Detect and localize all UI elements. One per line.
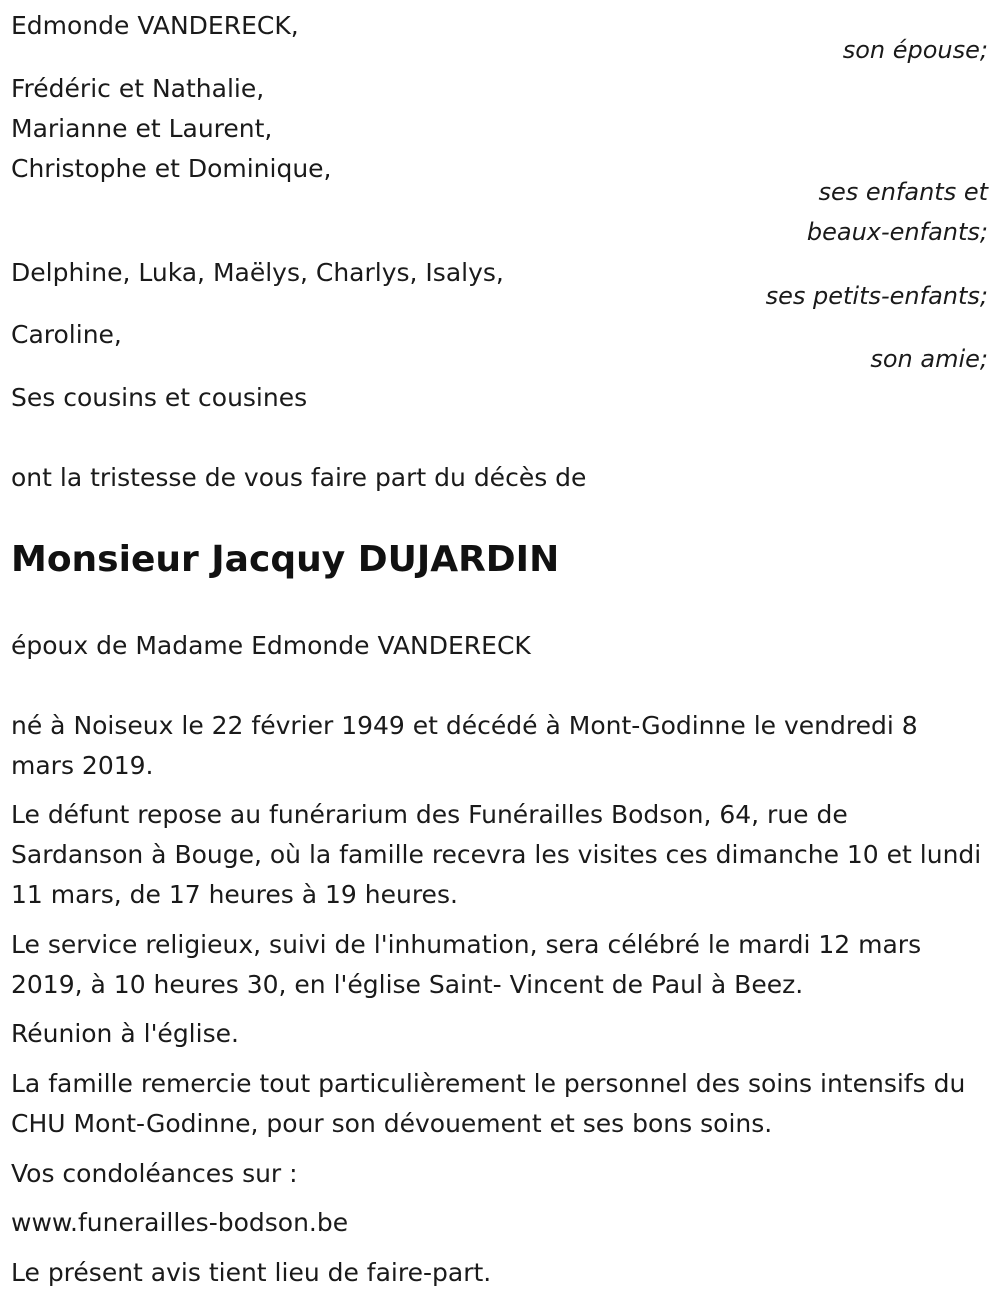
- visitation-paragraph: Le défunt repose au funérarium des Funérailles Bodson, 64, rue de Sardanson à Bouge, où la famille recevra les visites ces dimanche 10 et lundi 11 mars, de 17 heures à 19 heures.: [11, 800, 982, 909]
- deceased-name: Monsieur Jacquy DUJARDIN: [11, 539, 560, 580]
- notice-line: Le présent avis tient lieu de faire-part.: [11, 1258, 492, 1287]
- spouse-role: son épouse;: [842, 36, 988, 64]
- child-line: Christophe et Dominique,: [11, 154, 332, 183]
- announcement-intro: ont la tristesse de vous faire part du décès de: [11, 463, 587, 492]
- grandchildren-names: Delphine, Luka, Maëlys, Charlys, Isalys,: [11, 258, 504, 287]
- child-line: Frédéric et Nathalie,: [11, 74, 265, 103]
- service-paragraph: Le service religieux, suivi de l'inhumation, sera célébré le mardi 12 mars 2019, à 10 heures 30, en l'église Saint- Vincent de Paul à Beez.: [11, 930, 922, 999]
- birth-death-paragraph: né à Noiseux le 22 février 1949 et décédé à Mont-Godinne le vendredi 8 mars 2019.: [11, 711, 918, 780]
- friend-name: Caroline,: [11, 320, 122, 349]
- website-link[interactable]: www.funerailles-bodson.be: [11, 1208, 349, 1237]
- thanks-paragraph: La famille remercie tout particulièrement le personnel des soins intensifs du CHU Mont-Godinne, pour son dévouement et ses bons soins.: [11, 1069, 966, 1138]
- condolences-label: Vos condoléances sur :: [11, 1159, 298, 1188]
- spouse-name: Edmonde VANDERECK,: [11, 11, 299, 40]
- spouse-of-line: époux de Madame Edmonde VANDERECK: [11, 631, 531, 660]
- friend-role: son amie;: [870, 345, 988, 373]
- meeting-line: Réunion à l'église.: [11, 1019, 239, 1048]
- child-line: Marianne et Laurent,: [11, 114, 273, 143]
- children-role-line1: ses enfants et: [818, 178, 988, 206]
- cousins-line: Ses cousins et cousines: [11, 383, 308, 412]
- grandchildren-role: ses petits-enfants;: [765, 282, 988, 310]
- children-role-line2: beaux-enfants;: [806, 218, 988, 246]
